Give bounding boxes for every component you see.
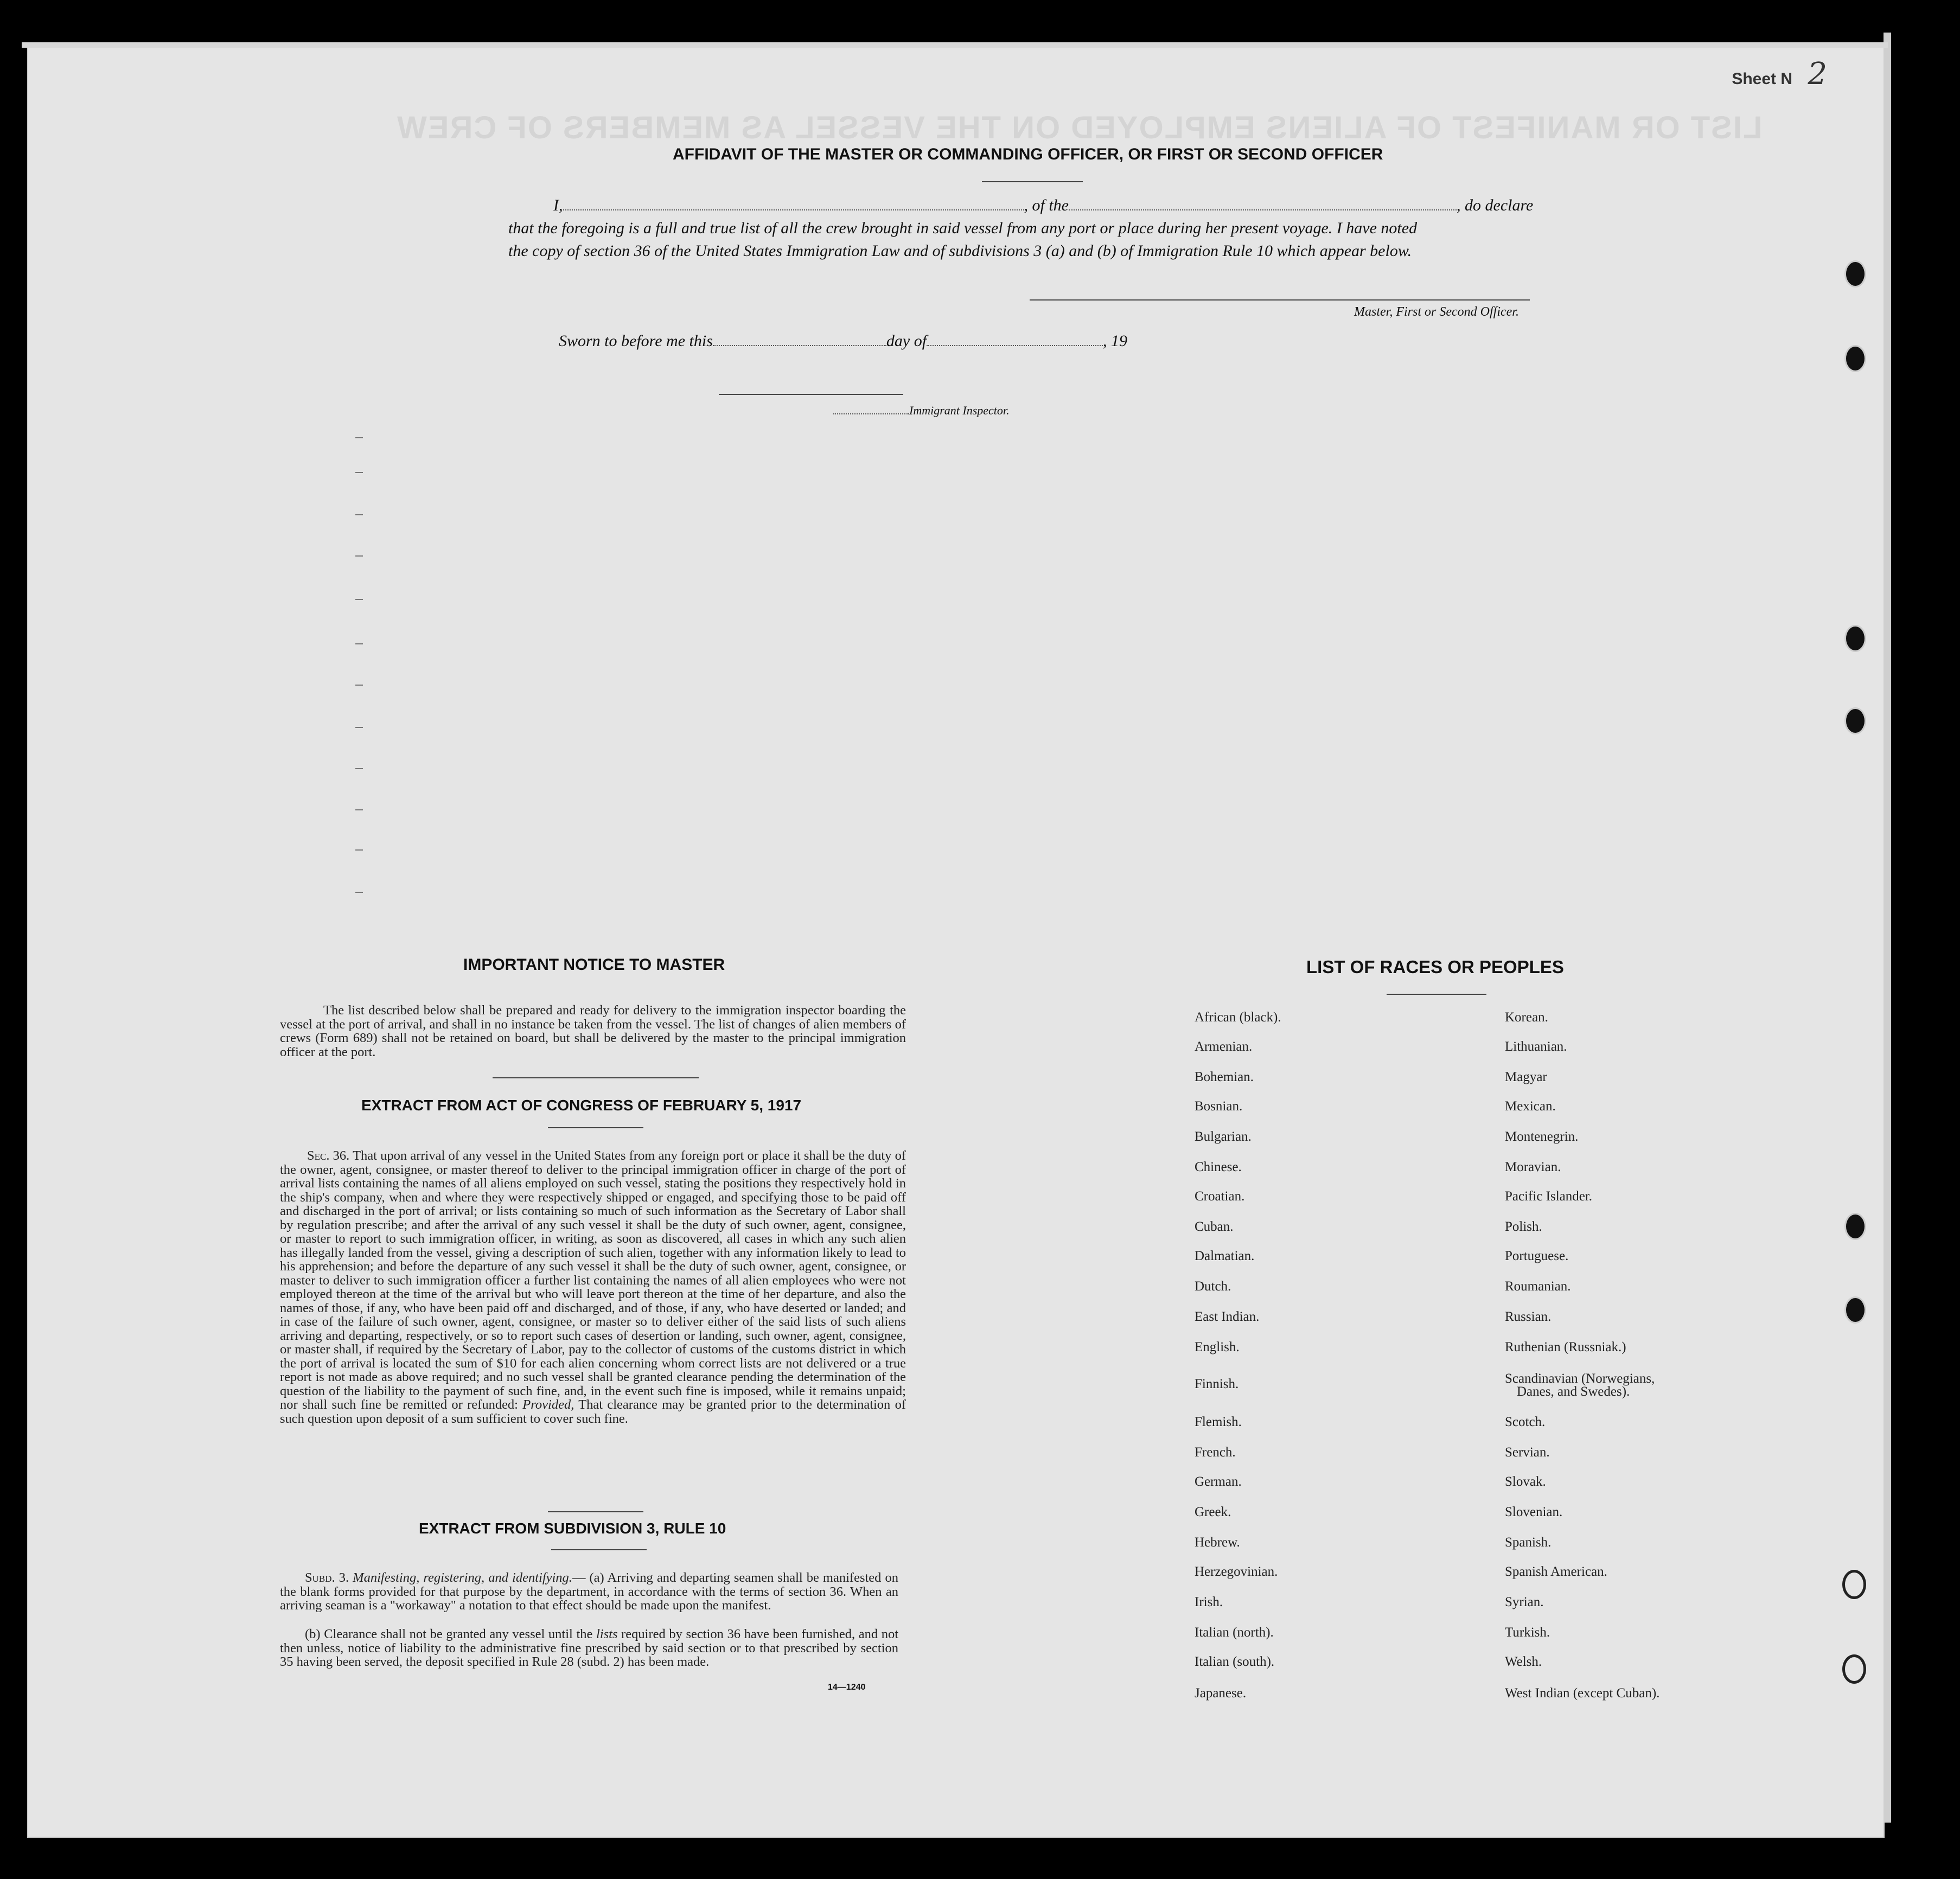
margin-dash xyxy=(355,727,363,728)
sheet-label: Sheet N xyxy=(1732,70,1793,88)
binder-hole xyxy=(1844,345,1866,372)
race-item: Lithuanian. xyxy=(1505,1039,1567,1054)
race-item: German. xyxy=(1195,1474,1242,1489)
affidavit-line-3: the copy of section 36 of the United States Immigration Law and of subdivisions 3 (a) and (b) of Immigration Rule 10 which appear below. xyxy=(508,242,1412,260)
margin-dash xyxy=(355,514,363,515)
affidavit-of-the: , of the xyxy=(1024,196,1069,214)
race-item: Welsh. xyxy=(1505,1654,1542,1669)
race-item: Portuguese. xyxy=(1505,1249,1569,1263)
affidavit-line-1 xyxy=(553,196,1552,215)
subd-para-b-lists: lists xyxy=(596,1627,618,1641)
extract-rule-title: EXTRACT FROM SUBDIVISION 3, RULE 10 xyxy=(419,1520,726,1537)
race-item: African (black). xyxy=(1195,1010,1281,1025)
name-blank xyxy=(563,209,1024,210)
race-item: Korean. xyxy=(1505,1010,1548,1025)
race-item: Italian (south). xyxy=(1195,1654,1275,1669)
sec-36-text-end: That clearance may be granted prior to the determination of such question upon deposit of a sum sufficient to cover such fine. xyxy=(280,1397,906,1426)
race-item: Irish. xyxy=(1195,1595,1223,1609)
race-item: Scotch. xyxy=(1505,1415,1546,1429)
subd-para-b-2: required by section 36 have been furnished, and not then unless, notice of liability to the administrative fine prescribed by said section or to that prescribed by section 35 having been served, the deposit specified in Rule 28 (subd. 2) has been made. xyxy=(280,1627,898,1669)
race-item: Dutch. xyxy=(1195,1279,1231,1294)
race-item: Polish. xyxy=(1505,1219,1542,1234)
race-item: Montenegrin. xyxy=(1505,1129,1579,1144)
sheet-number-handwritten: 2 xyxy=(1808,56,1827,92)
race-item: Russian. xyxy=(1505,1309,1552,1324)
inspector-label: Immigrant Inspector. xyxy=(909,404,1010,417)
day-blank xyxy=(713,344,886,346)
race-item: Japanese. xyxy=(1195,1686,1247,1701)
subd-label: Subd. 3. xyxy=(305,1570,349,1585)
binder-hole-open xyxy=(1842,1654,1866,1684)
subd-para-b-1: (b) Clearance shall not be granted any vessel until the xyxy=(305,1627,593,1641)
show-through-title: LIST OR MANIFEST OF ALIENS EMPLOYED ON THE VESSEL AS MEMBERS OF CREW xyxy=(396,110,1763,145)
race-item: Armenian. xyxy=(1195,1039,1253,1054)
margin-dash xyxy=(355,437,363,438)
margin-dash xyxy=(355,685,363,686)
affidavit-do-declare: , do declare xyxy=(1457,196,1534,214)
month-blank xyxy=(927,344,1103,346)
subd-para-a: — (a) Arriving and departing seamen shall be manifested on the blank forms provided for that purpose by the department, in accordance with the terms of section 36. When an arriving seaman is a "workaway" a notation to that effect should be made upon the manifest. xyxy=(280,1570,898,1613)
race-item: Bohemian. xyxy=(1195,1070,1254,1084)
binder-hole xyxy=(1844,625,1866,652)
race-item: Italian (north). xyxy=(1195,1625,1274,1640)
race-item: Ruthenian (Russniak.) xyxy=(1505,1340,1626,1354)
race-item: Mexican. xyxy=(1505,1099,1556,1114)
race-item: Servian. xyxy=(1505,1445,1550,1460)
race-item: Slovenian. xyxy=(1505,1505,1563,1519)
notice-rule xyxy=(493,1077,699,1078)
affidavit-title: AFFIDAVIT OF THE MASTER OR COMMANDING OFFICER, OR FIRST OR SECOND OFFICER xyxy=(673,145,1383,163)
extract-rule-para-b xyxy=(280,1627,898,1669)
sec-label: Sec. 36. xyxy=(307,1148,350,1163)
race-item: Bosnian. xyxy=(1195,1099,1243,1114)
signature-label: Master, First or Second Officer. xyxy=(1354,305,1519,319)
race-item: Scandinavian (Norwegians, xyxy=(1505,1371,1655,1386)
affidavit-title-rule xyxy=(982,181,1083,182)
extract-act-end-rule xyxy=(548,1511,643,1512)
margin-dash xyxy=(355,643,363,644)
binder-hole xyxy=(1844,707,1866,734)
day-of-label: day of xyxy=(886,332,927,350)
race-item: Turkish. xyxy=(1505,1625,1550,1640)
margin-dash xyxy=(355,892,363,893)
margin-dash xyxy=(355,768,363,769)
inspector-line-2 xyxy=(833,404,1010,418)
race-item: Pacific Islander. xyxy=(1505,1189,1593,1204)
page-edge-right xyxy=(1884,33,1891,1823)
races-rule xyxy=(1387,994,1486,995)
notice-text: The list described below shall be prepared and ready for delivery to the immigration inspector boarding the vessel at the port of arrival, and shall in no instance be taken from the vessel. The list of changes of alien members of crews (Form 689) shall not be retained on board, but shall be delivered by the master to the principal immigration officer at the port. xyxy=(280,1003,906,1059)
race-item-continuation: Danes, and Swedes). xyxy=(1517,1384,1630,1399)
race-item: Dalmatian. xyxy=(1195,1249,1255,1263)
affidavit-line-2: that the foregoing is a full and true list of all the crew brought in said vessel from any port or place during her present voyage. I have noted xyxy=(508,219,1418,237)
sworn-label: Sworn to before me this xyxy=(559,332,713,350)
extract-rule-rule xyxy=(551,1549,647,1550)
race-item: Roumanian. xyxy=(1505,1279,1571,1294)
vessel-blank xyxy=(1069,209,1457,210)
extract-act-title: EXTRACT FROM ACT OF CONGRESS OF FEBRUARY 5, 1917 xyxy=(361,1097,802,1114)
race-item: Greek. xyxy=(1195,1505,1231,1519)
year-label: , 19 xyxy=(1103,332,1128,350)
margin-dash xyxy=(355,555,363,557)
form-number: 14—1240 xyxy=(828,1683,866,1692)
race-item: Moravian. xyxy=(1505,1160,1561,1174)
race-item: Bulgarian. xyxy=(1195,1129,1252,1144)
provided-word: Provided, xyxy=(522,1397,574,1412)
race-item: Cuban. xyxy=(1195,1219,1234,1234)
notice-title: IMPORTANT NOTICE TO MASTER xyxy=(463,956,725,974)
race-item: West Indian (except Cuban). xyxy=(1505,1686,1660,1701)
race-item: Spanish American. xyxy=(1505,1564,1607,1579)
affidavit-i-label: I, xyxy=(553,196,563,214)
sec-36-text: That upon arrival of any vessel in the United States from any foreign port or place it shall be the duty of the owner, agent, consignee, or master thereof to deliver to the principal immigration officer in charge of the port of arrival lists containing the names of all aliens employed on such vessel, stating the positions they respectively hold in the ship's company, when and where they were respectively shipped or engaged, and specifying those to be paid off and discharged in the port of arrival; or lists containing so much of such information as the Secretary of Labor shall by regulation prescribe; and after the arrival of any such vessel it shall be the duty of such owner, agent, consignee, or master to report to such immigration officer, in writing, as soon as discovered, all cases in which any such alien has illegally landed from the vessel, giving a description of such alien, together with any information likely to lead to his apprehension; and before the departure of any such vessel it shall be the duty of such owner, agent, consignee, or master to deliver to such immigration officer a further list containing the names of all alien employees who were not employed thereon at the time of the arrival but who will leave port thereon at the time of her departure, and also the names of those, if any, who have been paid off and discharged, and of those, if any, who have deserted or landed; and in case of the failure of such owner, agent, consignee, or master so to deliver either of the said lists of such aliens arriving and departing, respectively, or so to report such cases of desertion or landing, such owner, agent, consignee, or master shall, if required by the Secretary of Labor, pay to the collector of customs of the customs district in which the port of arrival is located the sum of $10 for each alien concerning whom correct lists are not delivered or a true report is not made as above required; and no such vessel shall be granted clearance pending the determination of the question of the liability to the payment of such fine, and, in the event such fine is imposed, while it remains unpaid; nor shall such fine be remitted or refunded: xyxy=(280,1148,906,1412)
race-item: Syrian. xyxy=(1505,1595,1544,1609)
binder-hole-open xyxy=(1842,1570,1866,1599)
page-edge-top xyxy=(22,42,1888,48)
race-item: Chinese. xyxy=(1195,1160,1242,1174)
race-item: Slovak. xyxy=(1505,1474,1546,1489)
margin-dash xyxy=(355,809,363,810)
race-item: Croatian. xyxy=(1195,1189,1245,1204)
signature-line xyxy=(1030,299,1530,301)
race-item: East Indian. xyxy=(1195,1309,1260,1324)
inspector-blank xyxy=(833,413,909,414)
margin-dash xyxy=(355,849,363,851)
race-item: Finnish. xyxy=(1195,1377,1239,1391)
inspector-line xyxy=(719,394,903,395)
binder-hole xyxy=(1844,260,1866,287)
extract-act-text xyxy=(280,1149,906,1426)
race-item: Hebrew. xyxy=(1195,1535,1240,1550)
margin-dash xyxy=(355,472,363,473)
binder-hole xyxy=(1844,1213,1866,1240)
extract-act-rule xyxy=(548,1127,643,1128)
race-item: Herzegovinian. xyxy=(1195,1564,1278,1579)
extract-rule-para-a xyxy=(280,1571,898,1613)
race-item: Spanish. xyxy=(1505,1535,1552,1550)
margin-dash xyxy=(355,599,363,600)
race-item: English. xyxy=(1195,1340,1240,1354)
binder-hole xyxy=(1844,1296,1866,1324)
race-item: Flemish. xyxy=(1195,1415,1242,1429)
sheet-number xyxy=(1732,56,1827,92)
subd-heading: Manifesting, registering, and identifying. xyxy=(353,1570,572,1585)
race-item: French. xyxy=(1195,1445,1236,1460)
races-title: LIST OF RACES OR PEOPLES xyxy=(1306,957,1564,977)
sworn-line xyxy=(559,332,1127,350)
race-item: Magyar xyxy=(1505,1070,1547,1084)
